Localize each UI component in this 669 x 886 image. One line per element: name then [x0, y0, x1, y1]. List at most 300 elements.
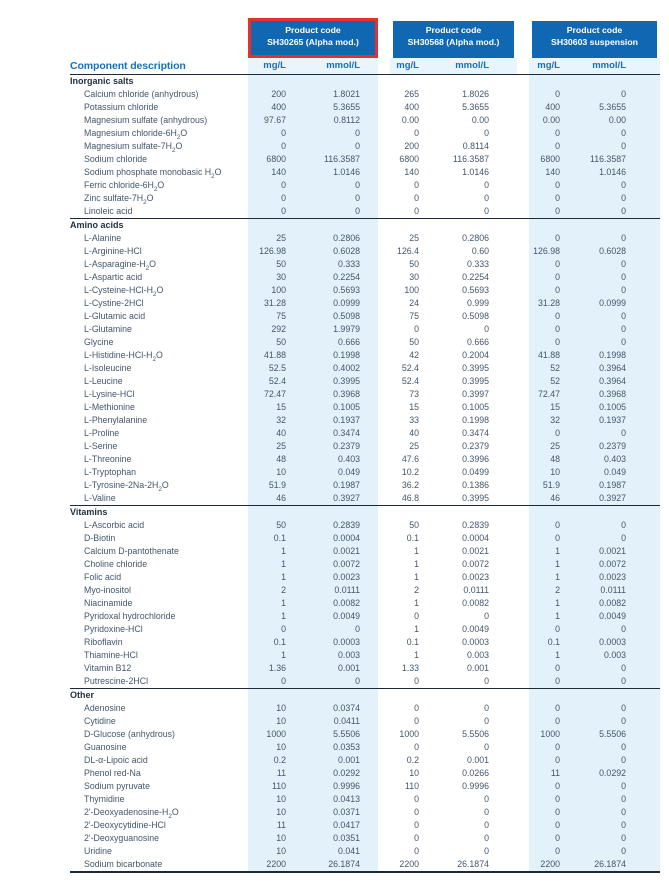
value-cell: 0	[588, 662, 660, 675]
value-cell: 52	[529, 362, 588, 375]
value-cell	[447, 219, 517, 232]
value-cell: 47.6	[401, 454, 419, 464]
value-cell: 10	[248, 702, 306, 715]
section-title-row	[70, 75, 660, 88]
value-cell: 0	[529, 715, 588, 728]
value-cell: 0.0111	[588, 584, 660, 597]
value-cell: 1	[248, 571, 306, 584]
value-cell: 0	[588, 702, 660, 715]
column-gap	[517, 689, 529, 702]
value-cell: 0	[484, 820, 489, 830]
column-gap	[517, 114, 529, 127]
component-label: Sodium bicarbonate	[84, 859, 163, 869]
value-cell: 0.1005	[462, 402, 489, 412]
value-cell: 0.3968	[588, 388, 660, 401]
value-cell: 0	[588, 754, 660, 767]
value-cell: 0.2254	[306, 271, 378, 284]
component-label: Phenol red-Na	[84, 768, 141, 778]
table-row	[70, 427, 660, 440]
table-row	[70, 375, 660, 388]
value-cell	[588, 219, 660, 232]
value-cell: 0.0023	[588, 571, 660, 584]
component-label: Riboflavin	[84, 637, 123, 647]
value-cell: 0.001	[466, 663, 489, 673]
table-row	[70, 571, 660, 584]
value-cell: 0.3995	[462, 363, 489, 373]
column-gap	[378, 519, 390, 532]
column-gap	[378, 153, 390, 166]
value-cell: 25	[248, 232, 306, 245]
value-cell: 0	[529, 284, 588, 297]
table-row	[70, 519, 660, 532]
table-row	[70, 466, 660, 479]
value-cell: 0.3964	[588, 362, 660, 375]
component-label: $L-Histidine-HCl-H_2O$	[84, 350, 163, 363]
value-cell: 0	[414, 833, 419, 843]
value-cell: 0	[248, 205, 306, 218]
value-cell: 10	[248, 741, 306, 754]
value-cell: 0	[414, 807, 419, 817]
value-cell: 0.403	[306, 453, 378, 466]
value-cell: 0.2379	[462, 441, 489, 451]
value-cell: 0	[306, 127, 378, 140]
value-cell: 0.3927	[306, 492, 378, 505]
value-cell: 40	[409, 428, 419, 438]
column-gap	[378, 114, 390, 127]
column-gap	[517, 127, 529, 140]
value-cell: 0	[529, 832, 588, 845]
column-gap	[378, 375, 390, 388]
table-row	[70, 793, 660, 806]
value-cell: 31.28	[529, 297, 588, 310]
table-row	[70, 597, 660, 610]
component-label: D-Glucose (anhydrous)	[84, 729, 175, 739]
column-gap	[517, 179, 529, 192]
value-cell: 0	[248, 675, 306, 688]
component-label: L-Glutamic acid	[84, 311, 146, 321]
value-cell: 0.001	[466, 755, 489, 765]
value-cell: 0.403	[588, 453, 660, 466]
value-cell: 1	[248, 649, 306, 662]
table-header	[70, 14, 660, 75]
column-gap	[378, 232, 390, 245]
column-gap	[378, 662, 390, 675]
value-cell: 0.2806	[306, 232, 378, 245]
column-gap	[517, 519, 529, 532]
value-cell: 0	[529, 675, 588, 688]
column-gap	[517, 258, 529, 271]
value-cell: 0.3968	[306, 388, 378, 401]
value-cell: 72.47	[529, 388, 588, 401]
value-cell	[390, 689, 447, 702]
value-cell: 116.3587	[588, 153, 660, 166]
value-cell: 0.0417	[306, 819, 378, 832]
unit-header-mg: mg/L	[390, 58, 447, 74]
value-cell: 0	[588, 205, 660, 218]
value-cell: 0	[529, 310, 588, 323]
component-label: Guanosine	[84, 742, 127, 752]
value-cell: 25	[248, 440, 306, 453]
value-cell: 0	[484, 324, 489, 334]
value-cell	[529, 219, 588, 232]
column-gap	[517, 166, 529, 179]
value-cell: 126.98	[529, 245, 588, 258]
component-label: L-Cystine-2HCl	[84, 298, 144, 308]
value-cell: 0.4002	[306, 362, 378, 375]
value-cell: 0	[306, 623, 378, 636]
value-cell: 0	[414, 820, 419, 830]
value-cell: 0	[529, 662, 588, 675]
value-cell: 1000	[399, 729, 419, 739]
column-gap	[378, 323, 390, 336]
value-cell: 0.0021	[306, 545, 378, 558]
header-spacer	[70, 14, 248, 58]
value-cell: 100	[404, 285, 419, 295]
value-cell: 1	[529, 610, 588, 623]
value-cell: 0	[588, 806, 660, 819]
column-gap	[517, 506, 529, 519]
value-cell: 26.1874	[306, 858, 378, 871]
value-cell: 6800	[529, 153, 588, 166]
value-cell: 140	[529, 166, 588, 179]
component-label: Pyridoxal hydrochloride	[84, 611, 176, 621]
column-gap	[517, 545, 529, 558]
value-cell: 0	[484, 611, 489, 621]
component-label: L-Methionine	[84, 402, 135, 412]
component-label: Zinc sulfate-$7H_2O$	[84, 193, 154, 206]
component-label: L-Phenylalanine	[84, 415, 148, 425]
value-cell: 5.5506	[306, 728, 378, 741]
column-gap	[378, 453, 390, 466]
table-row	[70, 166, 660, 179]
value-cell: 0.60	[471, 246, 489, 256]
value-cell: 0.0023	[462, 572, 489, 582]
value-cell: 0	[414, 128, 419, 138]
value-cell: 1	[414, 572, 419, 582]
column-gap	[517, 58, 529, 74]
column-gap	[378, 492, 390, 505]
value-cell: 10	[248, 806, 306, 819]
column-gap	[378, 75, 390, 88]
value-cell: 6800	[399, 154, 419, 164]
value-cell: 0	[588, 284, 660, 297]
column-gap	[517, 466, 529, 479]
table-row	[70, 741, 660, 754]
value-cell: 0	[484, 742, 489, 752]
value-cell: 75	[409, 311, 419, 321]
column-gap	[517, 245, 529, 258]
value-cell: 0	[529, 323, 588, 336]
value-cell: 0	[529, 127, 588, 140]
column-gap	[378, 845, 390, 858]
value-cell: 10	[248, 793, 306, 806]
value-cell: 72.47	[248, 388, 306, 401]
column-gap	[517, 662, 529, 675]
column-gap	[517, 845, 529, 858]
value-cell: 0.1	[248, 532, 306, 545]
value-cell: 26.1874	[588, 858, 660, 871]
value-cell: 32	[248, 414, 306, 427]
value-cell: 0.333	[306, 258, 378, 271]
value-cell: 0	[529, 623, 588, 636]
value-cell: 0	[484, 206, 489, 216]
value-cell	[248, 219, 306, 232]
value-cell: 1	[414, 546, 419, 556]
value-cell: 1	[248, 610, 306, 623]
value-cell: 0.3927	[588, 492, 660, 505]
value-cell: 0	[248, 127, 306, 140]
value-cell: 46	[248, 492, 306, 505]
value-cell: 1	[414, 624, 419, 634]
section-other	[70, 688, 660, 871]
value-cell: 51.9	[529, 479, 588, 492]
value-cell: 0	[588, 427, 660, 440]
value-cell: 0.1	[248, 636, 306, 649]
component-label: Thiamine-HCl	[84, 650, 138, 660]
value-cell: 0.0049	[588, 610, 660, 623]
value-cell: 0	[529, 793, 588, 806]
column-gap	[378, 793, 390, 806]
value-cell: 1	[414, 559, 419, 569]
value-cell: 0	[484, 193, 489, 203]
table-row	[70, 662, 660, 675]
column-gap	[378, 258, 390, 271]
value-cell: 100	[248, 284, 306, 297]
column-gap	[517, 336, 529, 349]
table-row	[70, 845, 660, 858]
value-cell	[306, 689, 378, 702]
table-row	[70, 780, 660, 793]
component-label: Magnesium chloride-$6H_2O$	[84, 128, 188, 141]
column-gap	[517, 101, 529, 114]
value-cell: 0	[414, 676, 419, 686]
value-cell: 0.003	[466, 650, 489, 660]
column-gap	[378, 754, 390, 767]
column-gap	[378, 271, 390, 284]
value-cell	[390, 75, 447, 88]
column-gap	[517, 323, 529, 336]
table-row	[70, 232, 660, 245]
value-cell: 0	[414, 742, 419, 752]
value-cell: 0.1	[529, 636, 588, 649]
value-cell: 1.9979	[306, 323, 378, 336]
value-cell: 0.00	[588, 114, 660, 127]
value-cell: 0	[414, 703, 419, 713]
column-gap	[517, 310, 529, 323]
column-header-row	[70, 58, 660, 74]
component-label: Glycine	[84, 337, 114, 347]
value-cell: 1	[529, 597, 588, 610]
value-cell: 31.28	[248, 297, 306, 310]
table-row	[70, 323, 660, 336]
column-gap	[517, 558, 529, 571]
column-gap	[517, 793, 529, 806]
value-cell: 0	[588, 519, 660, 532]
value-cell: 0.666	[466, 337, 489, 347]
value-cell: 0.2806	[462, 233, 489, 243]
value-cell: 25	[409, 233, 419, 243]
value-cell: 0.0411	[306, 715, 378, 728]
column-gap	[378, 88, 390, 101]
value-cell: 0.1998	[306, 349, 378, 362]
section-inorganic-salts	[70, 75, 660, 218]
unit-header-mmol: mmol/L	[447, 58, 517, 74]
component-label: DL-α-Lipoic acid	[84, 755, 148, 765]
value-cell: 5.3655	[306, 101, 378, 114]
table-row	[70, 858, 660, 871]
column-gap	[378, 297, 390, 310]
value-cell: 0.2	[406, 755, 419, 765]
value-cell: 0	[248, 179, 306, 192]
value-cell: 24	[409, 298, 419, 308]
table-row	[70, 453, 660, 466]
value-cell	[306, 506, 378, 519]
value-cell: 33	[409, 415, 419, 425]
column-gap	[517, 532, 529, 545]
value-cell: 0.0374	[306, 702, 378, 715]
section-title-row	[70, 689, 660, 702]
value-cell: 1	[414, 650, 419, 660]
value-cell	[248, 689, 306, 702]
column-gap	[378, 832, 390, 845]
table-row	[70, 806, 660, 819]
value-cell: 0	[529, 271, 588, 284]
value-cell: 0	[529, 806, 588, 819]
column-gap	[378, 858, 390, 871]
component-label: L-Isoleucine	[84, 363, 132, 373]
value-cell: 0.2004	[462, 350, 489, 360]
value-cell: 265	[404, 89, 419, 99]
column-gap	[517, 271, 529, 284]
column-gap	[378, 623, 390, 636]
value-cell: 0	[588, 793, 660, 806]
table-row	[70, 140, 660, 153]
component-label: $L-Tyrosine-2Na-2H_2O$	[84, 480, 169, 493]
value-cell: 0.3474	[306, 427, 378, 440]
value-cell: 0	[588, 780, 660, 793]
component-label: L-Glutamine	[84, 324, 132, 334]
value-cell: 0.0003	[588, 636, 660, 649]
value-cell: 0	[414, 324, 419, 334]
component-label: Pyridoxine-HCl	[84, 624, 143, 634]
column-gap	[378, 767, 390, 780]
component-label: L-Ascorbic acid	[84, 520, 145, 530]
value-cell: 2	[414, 585, 419, 595]
value-cell: 52.4	[401, 376, 419, 386]
section-title: Vitamins	[70, 507, 108, 517]
value-cell	[529, 689, 588, 702]
column-gap	[378, 819, 390, 832]
value-cell: 0	[529, 754, 588, 767]
value-cell: 0.0072	[462, 559, 489, 569]
value-cell: 10	[248, 832, 306, 845]
value-cell: 0	[306, 192, 378, 205]
value-cell: 0.9996	[306, 780, 378, 793]
value-cell: 0	[588, 310, 660, 323]
table-row	[70, 649, 660, 662]
value-cell: 140	[404, 167, 419, 177]
value-cell: 41.88	[529, 349, 588, 362]
value-cell: 15	[409, 402, 419, 412]
value-cell	[390, 506, 447, 519]
component-label: L-Serine	[84, 441, 118, 451]
column-gap	[517, 780, 529, 793]
column-gap	[378, 14, 390, 58]
table-row	[70, 715, 660, 728]
component-label: Ferric chloride-$6H_2O$	[84, 180, 165, 193]
value-cell: 0.0049	[462, 624, 489, 634]
value-cell: 0	[529, 258, 588, 271]
product-code-box-sh30603	[532, 21, 657, 58]
value-cell: 0.001	[306, 754, 378, 767]
section-title: Inorganic salts	[70, 76, 134, 86]
value-cell: 0.0021	[588, 545, 660, 558]
table-row	[70, 414, 660, 427]
formulation-table	[70, 14, 660, 873]
column-gap	[378, 362, 390, 375]
value-cell: 0	[588, 832, 660, 845]
value-cell: 32	[529, 414, 588, 427]
value-cell: 1.36	[248, 662, 306, 675]
table-row	[70, 205, 660, 218]
value-cell: 0.3995	[462, 376, 489, 386]
component-label: $2'-Deoxyadenosine-H_2O$	[84, 807, 179, 820]
value-cell	[529, 506, 588, 519]
table-row	[70, 584, 660, 597]
section-vitamins	[70, 505, 660, 688]
column-gap	[378, 610, 390, 623]
value-cell: 25	[529, 440, 588, 453]
column-gap	[378, 532, 390, 545]
component-label: Calcium chloride (anhydrous)	[84, 89, 199, 99]
value-cell: 5.5506	[588, 728, 660, 741]
value-cell: 15	[248, 401, 306, 414]
value-cell: 1000	[248, 728, 306, 741]
component-label: L-Arginine-HCl	[84, 246, 142, 256]
value-cell: 2	[248, 584, 306, 597]
value-cell: 0	[588, 179, 660, 192]
column-gap	[378, 466, 390, 479]
table-row	[70, 388, 660, 401]
value-cell: 0	[588, 323, 660, 336]
table-row	[70, 440, 660, 453]
column-gap	[378, 728, 390, 741]
value-cell: 0	[588, 232, 660, 245]
value-cell: 0.1987	[588, 479, 660, 492]
column-gap	[517, 806, 529, 819]
value-cell: 46.8	[401, 493, 419, 503]
value-cell: 46	[529, 492, 588, 505]
value-cell: 26.1874	[457, 859, 489, 869]
column-gap	[378, 584, 390, 597]
value-cell: 0.5098	[306, 310, 378, 323]
column-gap	[378, 571, 390, 584]
column-gap	[378, 806, 390, 819]
column-gap	[517, 675, 529, 688]
table-row	[70, 702, 660, 715]
value-cell: 0.0082	[462, 598, 489, 608]
value-cell: 0.5098	[462, 311, 489, 321]
value-cell: 0	[414, 611, 419, 621]
value-cell: 0	[414, 716, 419, 726]
column-gap	[517, 832, 529, 845]
value-cell: 0	[248, 140, 306, 153]
table-row	[70, 832, 660, 845]
table-row	[70, 492, 660, 505]
value-cell: 1	[529, 545, 588, 558]
value-cell: 0	[414, 206, 419, 216]
value-cell: 10	[248, 466, 306, 479]
